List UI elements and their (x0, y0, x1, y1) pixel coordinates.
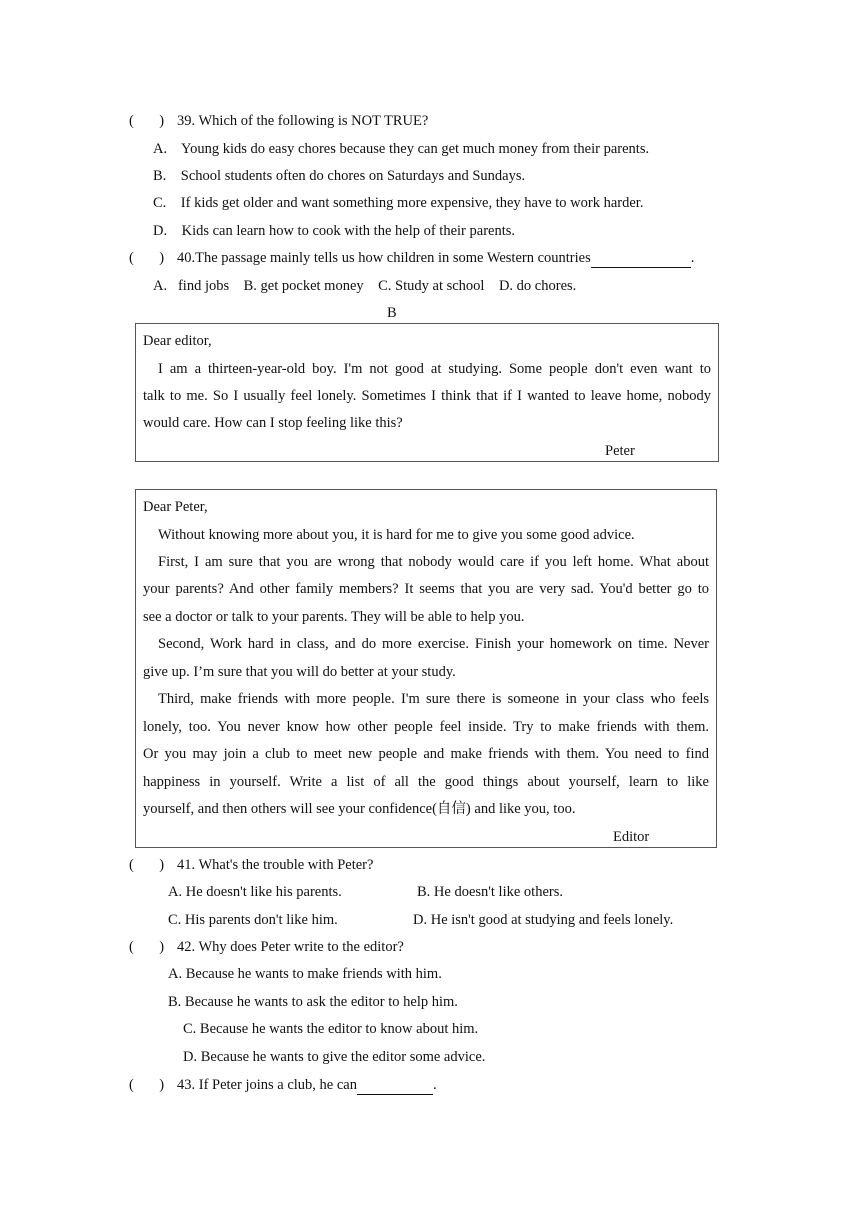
q41-paren: ( ) (129, 857, 165, 873)
letter2-line: yourself, and then others will see your confidence(自信) and like you, too. (143, 801, 576, 817)
letter2-line: First, I am sure that you are wrong that nobody would care if you left home. What about (158, 554, 709, 570)
q39-option-b: B. School students often do chores on Saturdays and Sundays. (153, 168, 526, 184)
q40-answer-blank (591, 249, 691, 268)
q43-paren: ( ) (129, 1077, 165, 1093)
letter1-greeting: Dear editor, (143, 333, 212, 349)
q39-option-a: A. Young kids do easy chores because they can get much money from their parents. (153, 141, 650, 157)
q43-answer-blank (357, 1076, 433, 1095)
q41-option-d: D. He isn't good at studying and feels lonely. (413, 912, 674, 928)
letter2-line: lonely, too. You never know how other people feel inside. Try to make friends with them. (143, 719, 709, 735)
q41-stem: 41. What's the trouble with Peter? (177, 857, 374, 873)
letter2-line: your parents? And other family members? It seems that you are very sad. You'd better go to (143, 581, 709, 597)
letter1-line: would care. How can I stop feeling like this? (143, 415, 403, 431)
q40-stem: 40.The passage mainly tells us how children in some Western countries . (177, 250, 695, 266)
q42-paren: ( ) (129, 939, 165, 955)
q39-option-c: C. If kids get older and want something more expensive, they have to work harder. (153, 195, 644, 211)
letter2-greeting: Dear Peter, (143, 499, 208, 515)
letter2-signature: Editor (613, 829, 650, 845)
q41-option-a: A. He doesn't like his parents. (168, 884, 342, 900)
letter2-line: Without knowing more about you, it is hard for me to give you some good advice. (158, 527, 635, 543)
q40-paren: ( ) (129, 250, 165, 266)
letter1-signature: Peter (605, 443, 635, 459)
q39-option-d: D. Kids can learn how to cook with the help of their parents. (153, 223, 516, 239)
q39-paren: ( ) (129, 113, 165, 129)
letter2-line: see a doctor or talk to your parents. They will be able to help you. (143, 609, 525, 625)
letter2-line: give up. I’m sure that you will do better at your study. (143, 664, 456, 680)
q42-option-c: C. Because he wants the editor to know about him. (183, 1021, 479, 1037)
q39-stem: 39. Which of the following is NOT TRUE? (177, 113, 429, 129)
q41-option-c: C. His parents don't like him. (168, 912, 338, 928)
q42-option-d: D. Because he wants to give the editor some advice. (183, 1049, 486, 1065)
letter2-line: Third, make friends with more people. I'm sure there is someone in your class who feels (158, 691, 709, 707)
q40-options: A. find jobs B. get pocket money C. Study at school D. do chores. (153, 278, 577, 294)
q41-option-b: B. He doesn't like others. (417, 884, 563, 900)
q42-stem: 42. Why does Peter write to the editor? (177, 939, 404, 955)
letter1-line: I am a thirteen-year-old boy. I'm not good at studying. Some people don't even want to (158, 361, 711, 377)
section-b-heading: B (387, 305, 397, 321)
letter1-line: talk to me. So I usually feel lonely. Sometimes I think that if I wanted to leave home, nobody (143, 388, 711, 404)
letter2-line: happiness in yourself. Write a list of all the good things about yourself, learn to like (143, 774, 709, 790)
letter2-line: Or you may join a club to meet new people and make friends with them. You need to find (143, 746, 709, 762)
letter2-line: Second, Work hard in class, and do more exercise. Finish your homework on time. Never (158, 636, 709, 652)
q43-stem: 43. If Peter joins a club, he can . (177, 1077, 437, 1093)
q42-option-a: A. Because he wants to make friends with him. (168, 966, 442, 982)
q42-option-b: B. Because he wants to ask the editor to help him. (168, 994, 458, 1010)
